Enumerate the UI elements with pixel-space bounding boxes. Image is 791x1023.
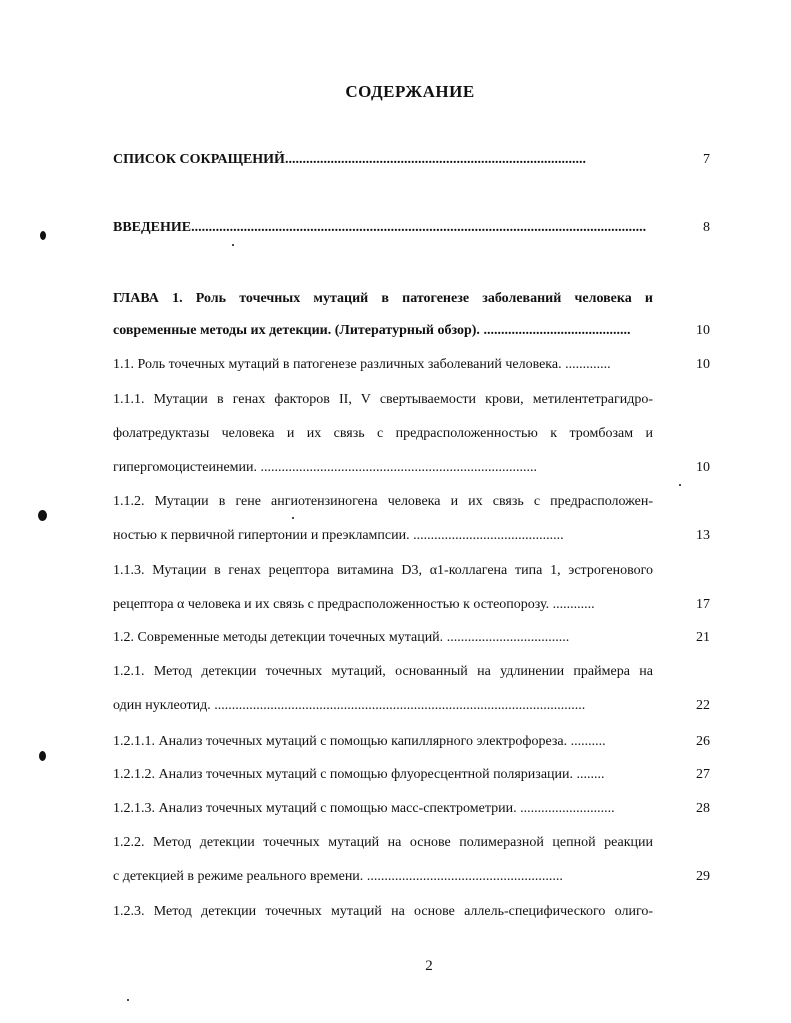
toc-entry-chapter1-line1[interactable]: ГЛАВА 1. Роль точечных мутаций в патогенезе заболеваний человека и [113,291,653,306]
toc-entry-text: 1.2. Современные методы детекции точечных мутаций. [113,630,444,645]
toc-entry-1-1-1-line1[interactable]: 1.1.1. Мутации в генах факторов II, V свертываемости крови, метилентетрагидро- [113,392,653,407]
toc-entry-1-1-2-line1[interactable]: 1.1.2. Мутации в гене ангиотензиногена человека и их связь с предрасположен- [113,494,653,509]
toc-entry-1-2-3-line1[interactable]: 1.2.3. Метод детекции точечных мутаций на основе аллель-специфического олиго- [113,904,653,919]
scan-mark [39,751,46,761]
toc-page-number: 10 [696,460,710,475]
toc-entry-text: СПИСОК СОКРАЩЕНИЙ [113,152,285,167]
toc-leader-dots: ...................................................................................... [284,152,586,167]
toc-entry-text: один нуклеотид. [113,698,211,713]
toc-page-number: 10 [696,357,710,372]
toc-page-number: 13 [696,528,710,543]
toc-entry-1-2-2-line1[interactable]: 1.2.2. Метод детекции точечных мутаций на основе полимеразной цепной реакции [113,835,653,850]
toc-entry-1-2-1-line1[interactable]: 1.2.1. Метод детекции точечных мутаций, основанный на удлинении праймера на [113,664,653,679]
toc-entry-abbreviations[interactable] [113,150,653,170]
toc-page-number: 8 [703,220,710,235]
toc-page-number: 26 [696,734,710,749]
toc-entry-1-1-3-line1[interactable]: 1.1.3. Мутации в генах рецептора витамина D3, α1-коллагена типа 1, эстрогенового [113,563,653,578]
toc-leader-dots: .......................................................................................................... [210,698,586,713]
scan-mark [40,231,46,240]
toc-leader-dots: ............. [561,357,611,372]
toc-entry-text: гипергомоцистеинемии. [113,460,257,475]
toc-entry-1-2-1-1[interactable] [113,732,653,752]
toc-entry-1-1[interactable] [113,355,653,375]
toc-leader-dots: ........................................................ [363,869,563,884]
toc-entry-1-2-1-line2[interactable] [113,696,653,716]
scan-speck [127,999,129,1001]
toc-entry-1-1-3-line2[interactable] [113,595,653,615]
toc-entry-text: 1.2.1.3. Анализ точечных мутаций с помощью масс-спектрометрии. [113,801,517,816]
toc-page-number: 7 [703,152,710,167]
toc-page-number: 29 [696,869,710,884]
toc-entry-text: современные методы их детекции. (Литературный обзор). [113,323,480,338]
toc-entry-1-2[interactable] [113,628,653,648]
page-title: СОДЕРЖАНИЕ [345,82,475,101]
toc-leader-dots: ............................................................................... [257,460,537,475]
scan-speck [232,244,234,246]
toc-page-number: 22 [696,698,710,713]
toc-page-number: 28 [696,801,710,816]
toc-page-number: 10 [696,323,710,338]
toc-entry-text: ностью к первичной гипертонии и преэклампсии. [113,528,410,543]
toc-leader-dots: ................................... [443,630,570,645]
toc-entry-text: 1.2.1.2. Анализ точечных мутаций с помощью флуоресцентной поляризации. [113,767,574,782]
toc-entry-text: рецептора α человека и их связь с предрасположенностью к остеопорозу. [113,597,550,612]
toc-leader-dots: .......................................... [479,323,631,338]
toc-leader-dots: .................................................................................................................................. [191,220,647,235]
toc-leader-dots: ............ [549,597,595,612]
page-number: 2 [425,958,433,974]
toc-entry-text: ВВЕДЕНИЕ [113,220,192,235]
toc-page-number: 21 [696,630,710,645]
toc-leader-dots: ........................................... [409,528,564,543]
toc-page-number: 17 [696,597,710,612]
toc-entry-introduction[interactable] [113,218,653,238]
toc-leader-dots: .......... [567,734,606,749]
toc-entry-1-2-1-2[interactable] [113,765,653,785]
toc-entry-chapter1-line2[interactable] [113,321,653,341]
toc-entry-text: 1.1. Роль точечных мутаций в патогенезе различных заболеваний человека. [113,357,562,372]
toc-entry-1-1-2-line2[interactable] [113,526,653,546]
toc-entry-1-2-1-3[interactable] [113,799,653,819]
toc-entry-1-1-1-line2[interactable]: фолатредуктазы человека и их связь с предрасположенностью к тромбозам и [113,426,653,441]
scan-speck [292,517,294,519]
toc-entry-text: 1.2.1.1. Анализ точечных мутаций с помощью капиллярного электрофореза. [113,734,568,749]
toc-leader-dots: ........ [573,767,605,782]
toc-entry-1-1-1-line3[interactable] [113,458,653,478]
scan-speck [679,484,681,486]
toc-leader-dots: ........................... [516,801,615,816]
scan-mark [38,510,47,521]
toc-entry-1-2-2-line2[interactable] [113,867,653,887]
toc-entry-text: с детекцией в режиме реального времени. [113,869,364,884]
toc-page-number: 27 [696,767,710,782]
